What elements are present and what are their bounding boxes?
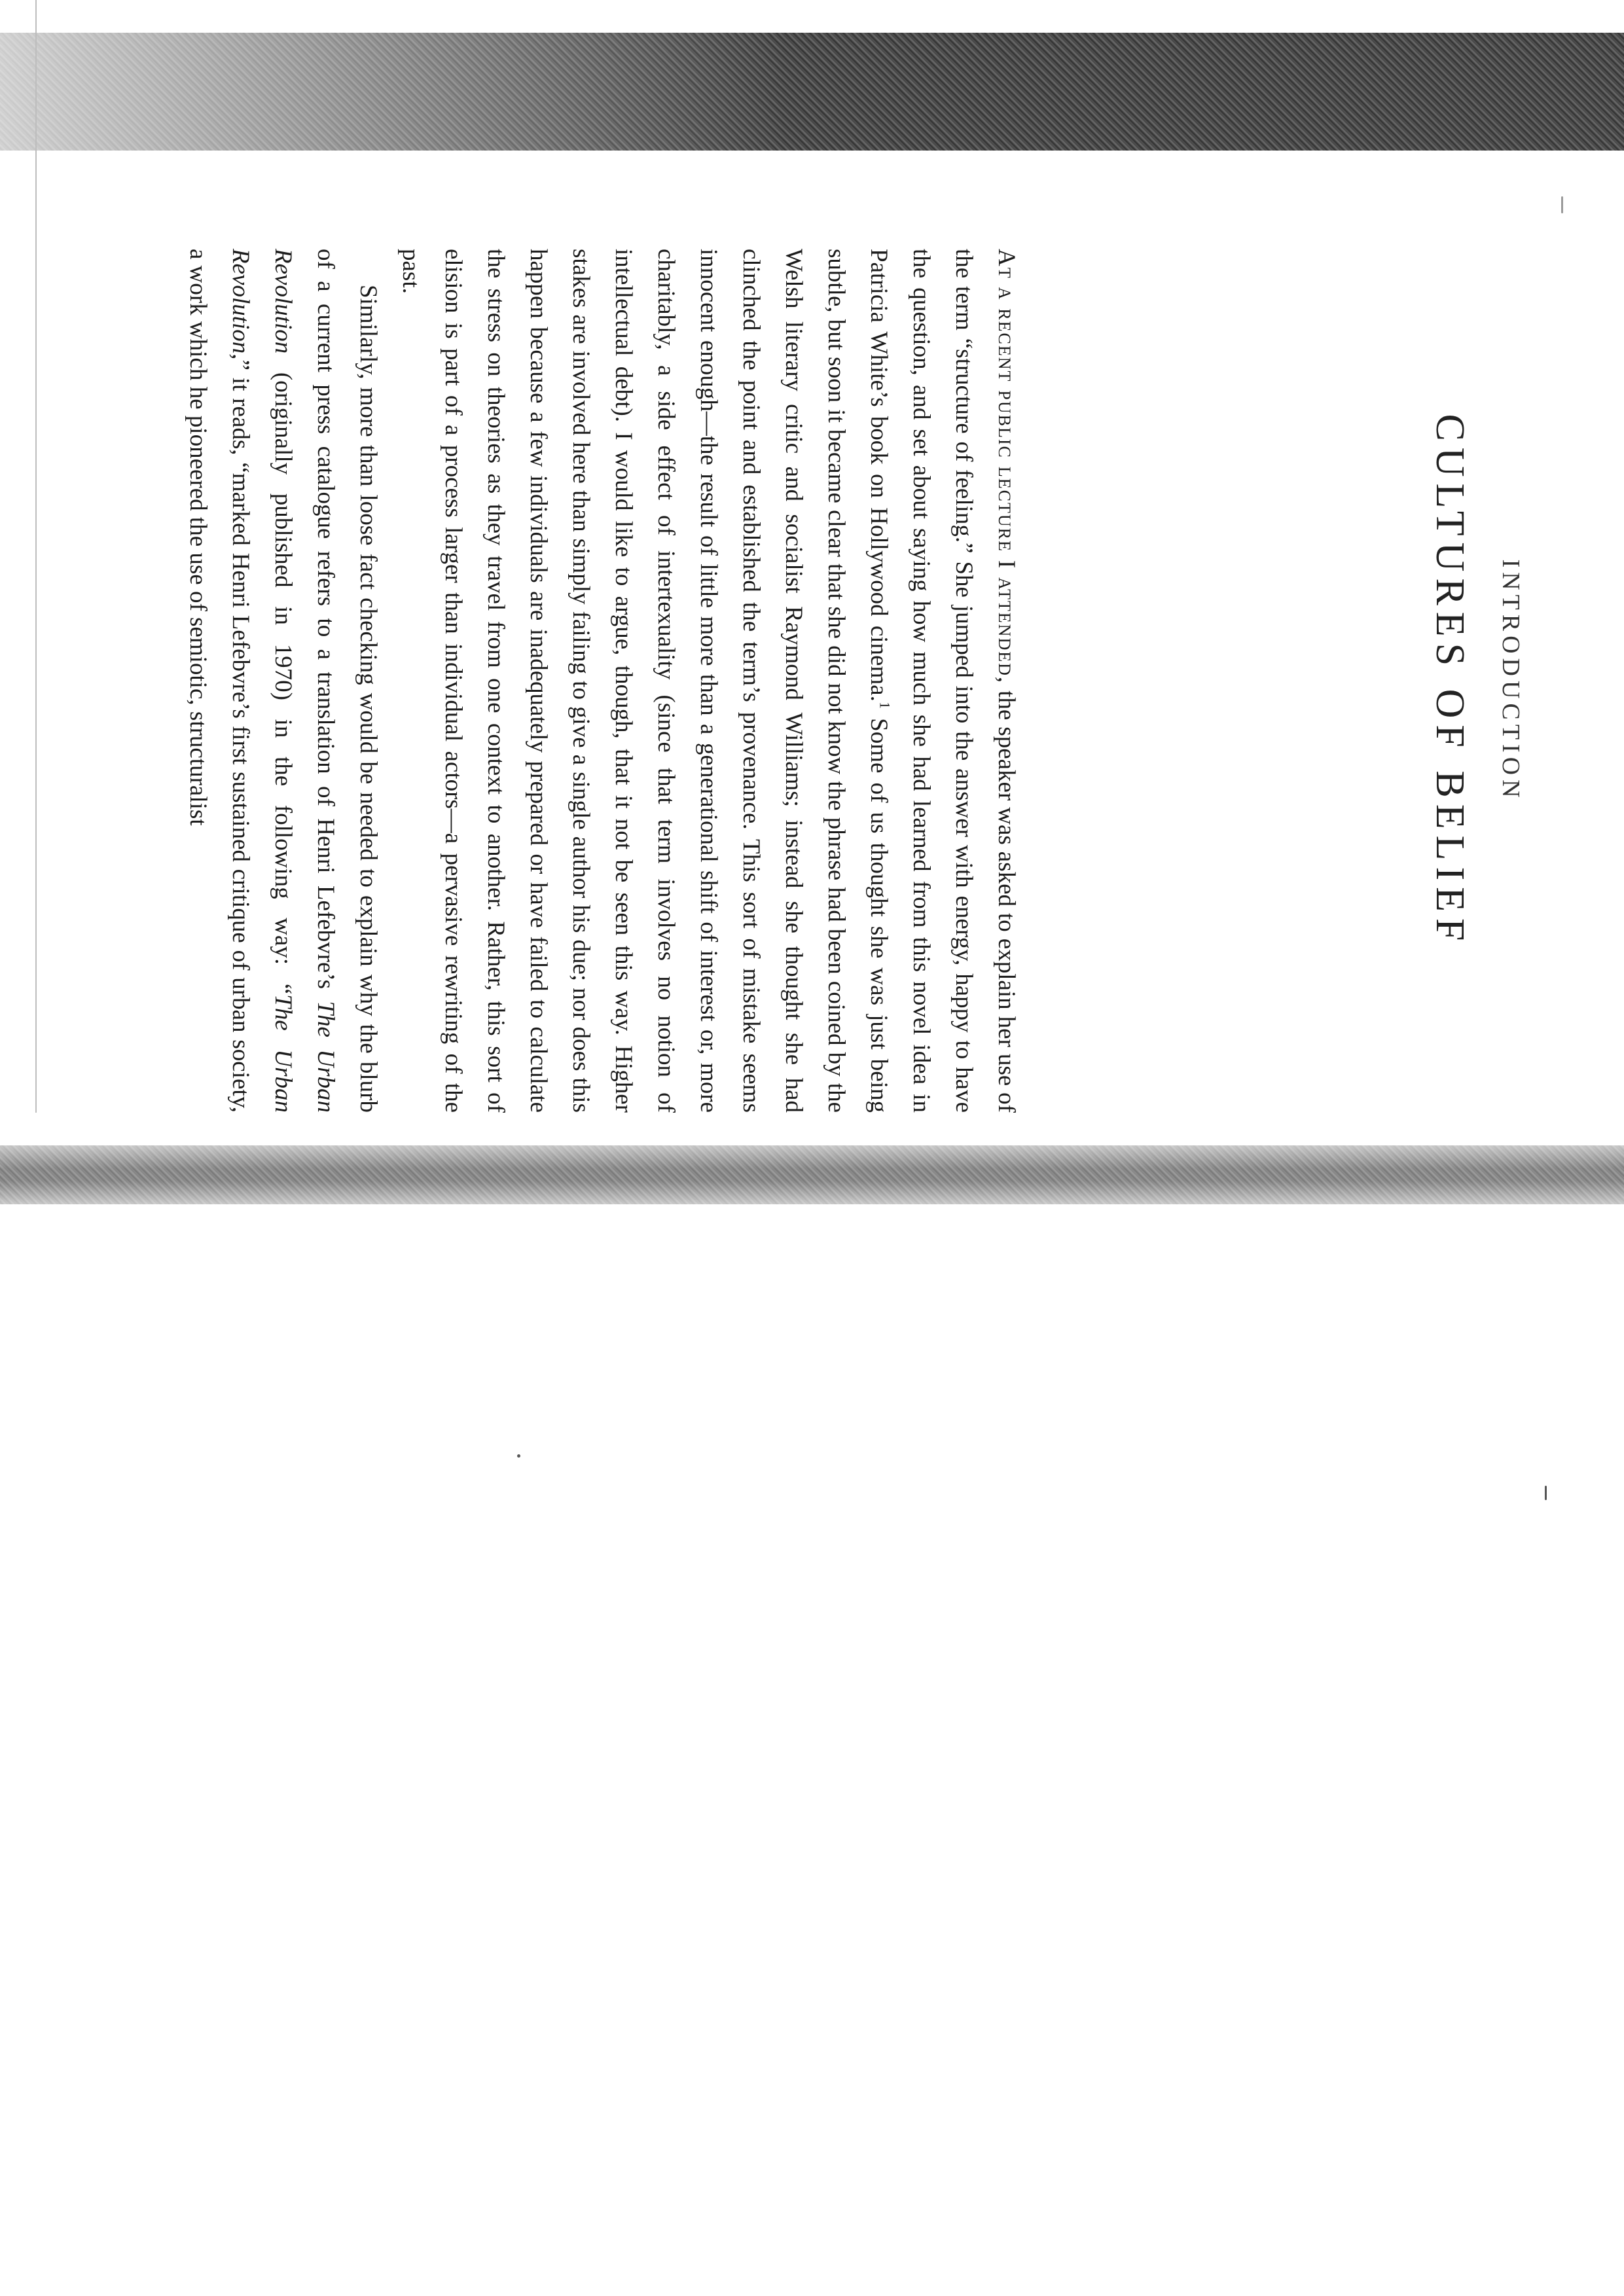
paragraph-2: [177, 249, 389, 1113]
rotated-page: [105, 249, 1578, 1113]
paragraph-2-text-b: (originally published in 1970) in the following way: “: [270, 353, 297, 995]
footnote-marker: 1: [876, 701, 893, 709]
book-title: The Urban Revolution: [270, 249, 339, 1113]
paragraph-2-text-c: ,” it reads, “marked Henri Lefebvre’s first sustained critique of urban society, a work which he pioneered the use of semiotic, structuralist: [185, 249, 254, 1113]
scan-speck: [517, 1454, 520, 1458]
paragraph-2-text-a: Similarly, more than loose fact checking would be needed to explain why the blurb of a current press catalogue refers to a translation of Henri Lefebvre’s: [312, 249, 382, 1113]
book-title: The Urban Revolution: [227, 249, 297, 1113]
scan-shadow-middle: [0, 1145, 1624, 1204]
chapter-label: INTRODUCTION: [1497, 559, 1525, 802]
paragraph-1-text-a: the speaker was asked to explain her use of the term “structure of feeling.” She jumped into the answer with energy, happy to have the question, and set about saying how much she had learned from this novel idea in Patricia White’s book on Hollywood cinema.: [865, 249, 1020, 1113]
paragraph-1-text-b: Some of us thought she was just being subtle, but soon it became clear that she did not know the phrase had been coined by the Welsh literary critic and socialist Raymond Williams; instead she thought she had clinched the point and established the term’s provenance. This sort of mistake seems innocent enough—the result of little more than a generational shift of interest or, more charitably, a side effect of intertexuality (since that term involves no notion of intellectual debt). I would like to argue, though, that it not be seen this way. Higher stakes are involved here than simply failing to give a single author his due; nor does this happen because a few individuals are inadequately prepared or have failed to calculate the stress on theories as they travel from one context to another. Rather, this sort of elision is part of a process larger than individual actors—a pervasive rewriting of the past.: [397, 249, 892, 1113]
scan-shadow-top: [0, 33, 1624, 151]
scan-speck: [1561, 196, 1563, 213]
paragraph-1: [389, 249, 1028, 1113]
page-edge-line: [35, 0, 37, 1113]
lead-in: At a recent public lecture I attended,: [993, 249, 1020, 685]
body-text: [177, 249, 1028, 1113]
chapter-title: CULTURES OF BELIEF: [1428, 414, 1472, 948]
scan-speck: [1545, 1486, 1547, 1500]
